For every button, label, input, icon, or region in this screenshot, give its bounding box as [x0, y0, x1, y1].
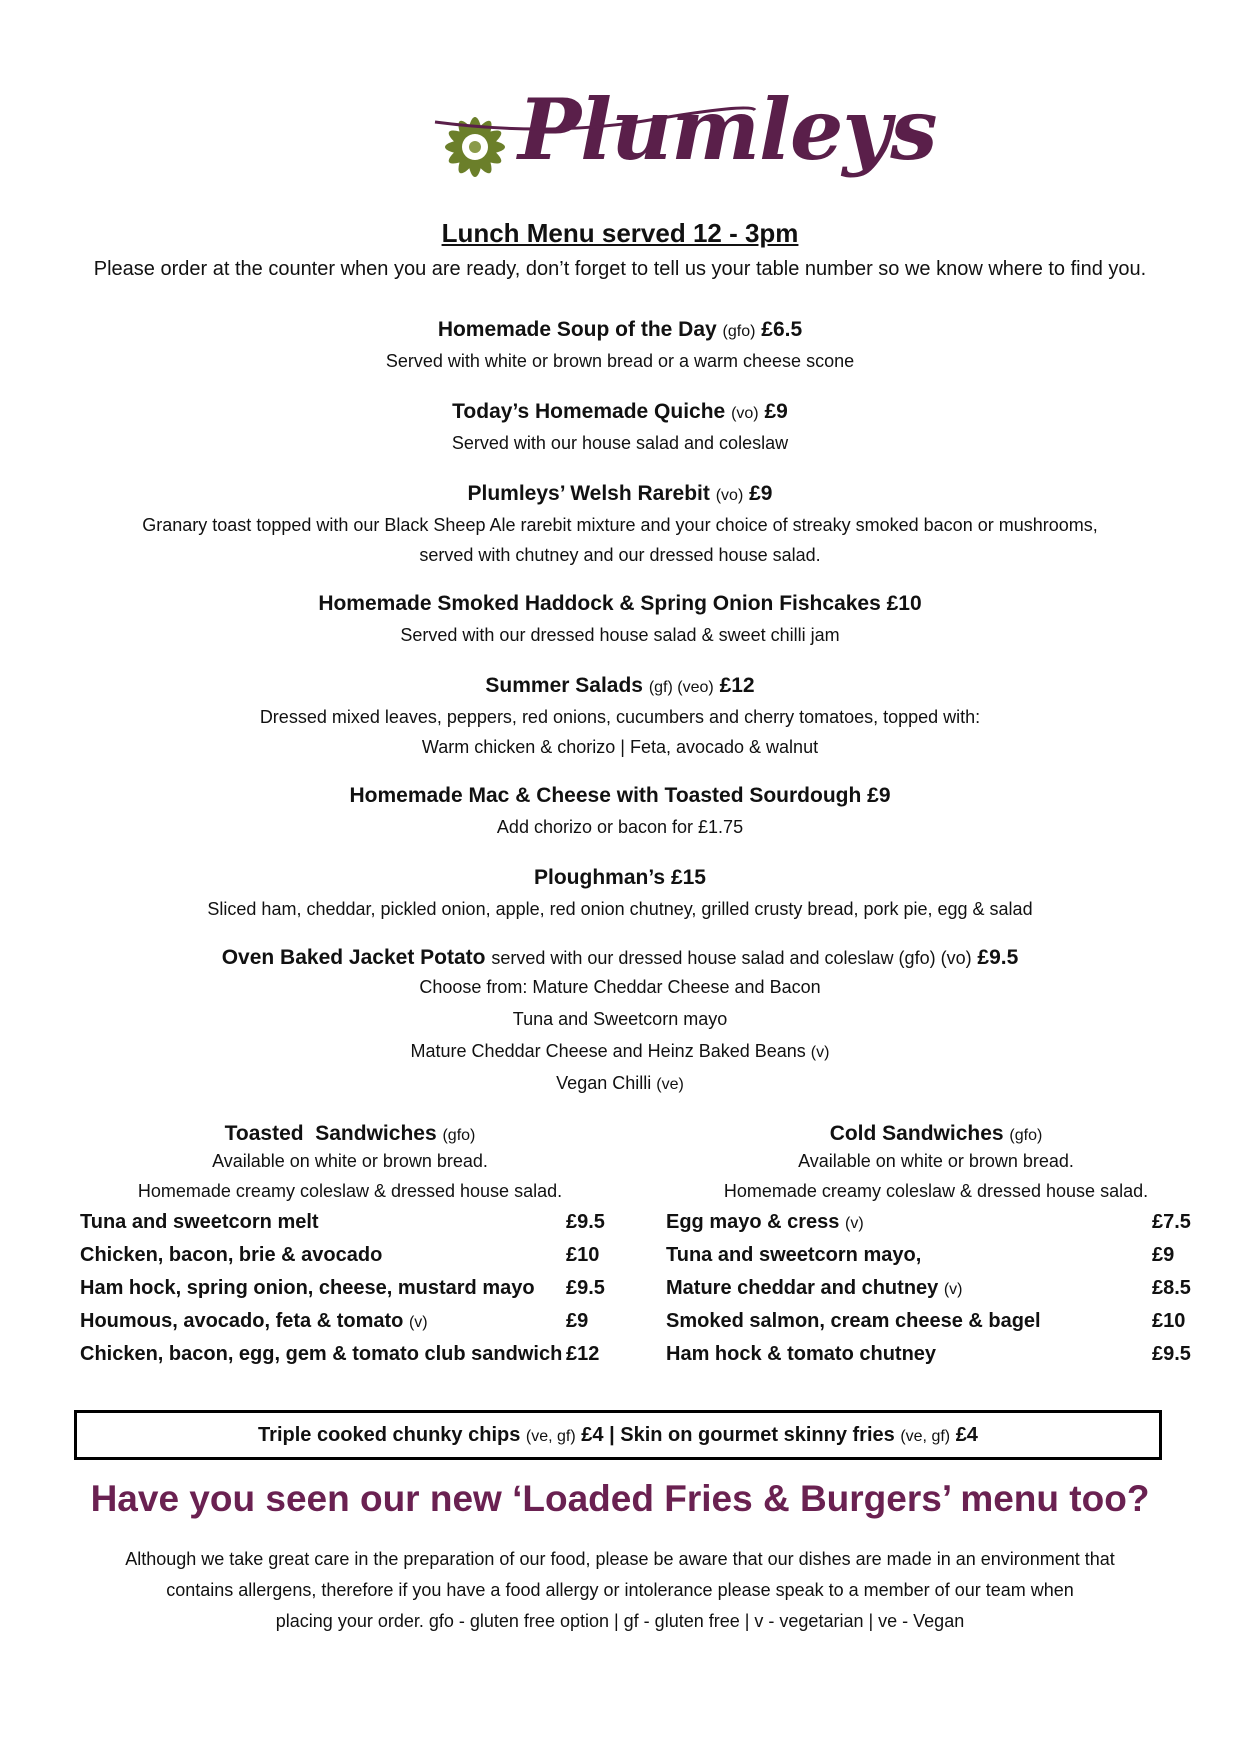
sandwich-name: Houmous, avocado, feta & tomato	[80, 1310, 404, 1332]
sandwich-row: Houmous, avocado, feta & tomato (v) £9	[80, 1305, 620, 1338]
item-tags: (gf) (veo)	[648, 679, 714, 696]
sandwich-name: Tuna and sweetcorn mayo,	[666, 1244, 922, 1266]
cold-title: Cold Sandwiches	[829, 1122, 1004, 1145]
sandwich-name: Smoked salmon, cream cheese & bagel	[666, 1310, 1041, 1332]
item-description: Granary toast topped with our Black Sheep Ale rarebit mixture and your choice of streaky smoked bacon or mushrooms,	[142, 515, 1098, 535]
sandwich-price: £9.5	[1152, 1343, 1191, 1365]
sandwich-name: Tuna and sweetcorn melt	[80, 1211, 319, 1233]
cold-sandwiches: Cold Sandwiches (gfo) Available on white or brown bread. Homemade creamy coleslaw & dressed house salad. Egg mayo & cress (v) £7.5 Tuna and sweetcorn mayo, £9 Mature cheddar and chutney (v) £8.5 Smoked salmon, cream cheese & bagel £10 Ham hock & tomato chutney £9.5	[666, 1122, 1206, 1371]
item-description: Served with white or brown bread or a warm cheese scone	[385, 351, 855, 371]
sandwich-name: Ham hock, spring onion, cheese, mustard mayo	[80, 1277, 535, 1299]
menu-item	[0, 866, 1240, 924]
sandwich-row	[80, 1239, 620, 1272]
sandwich-name: Ham hock & tomato chutney	[666, 1343, 937, 1365]
sandwich-name: Chicken, bacon, egg, gem & tomato club sandwich	[80, 1343, 563, 1365]
sandwich-row	[666, 1239, 1206, 1272]
item-name: Homemade Mac & Cheese with Toasted Sourdough	[349, 784, 862, 807]
item-description: Dressed mixed leaves, peppers, red onions, cucumbers and cherry tomatoes, topped with:	[259, 707, 981, 727]
menu-item	[0, 674, 1240, 762]
sandwich-name: Mature cheddar and chutney	[666, 1277, 939, 1299]
sandwich-row	[80, 1338, 620, 1371]
jacket-potato	[0, 946, 1240, 1100]
jacket-price: £9.5	[977, 946, 1019, 969]
jacket-detail: served with our dressed house salad and coleslaw (gfo) (vo)	[491, 948, 972, 968]
menu-heading: Lunch Menu served 12 - 3pm	[441, 218, 799, 248]
item-tags: (vo)	[715, 487, 744, 504]
sandwich-price: £10	[1152, 1310, 1186, 1332]
menu-item	[0, 400, 1240, 458]
side-fries: Skin on gourmet skinny fries	[620, 1424, 895, 1446]
jacket-option: Tuna and Sweetcorn mayo	[512, 1009, 728, 1029]
cold-note: Homemade creamy coleslaw & dressed house salad.	[723, 1181, 1149, 1201]
jacket-name: Oven Baked Jacket Potato	[221, 946, 486, 969]
sandwich-price: £9	[566, 1310, 589, 1332]
sandwich-price: £9.5	[566, 1211, 605, 1233]
jacket-option: Vegan Chilli (ve)	[556, 1073, 684, 1093]
allergy-notice: Although we take great care in the preparation of our food, please be aware that our dishes are made in an environment that contains allergens, therefore if you have a food allergy or intolerance please speak to a member of our team when placing your order. gfo - gluten free option | gf - gluten free | v - vegetarian | ve - Vegan	[125, 1549, 1115, 1631]
sandwich-name: Egg mayo & cress	[666, 1211, 840, 1233]
sandwich-name: Chicken, bacon, brie & avocado	[80, 1244, 383, 1266]
item-name: Homemade Soup of the Day	[437, 318, 717, 341]
item-price: £9	[764, 400, 788, 423]
menu-item	[0, 592, 1240, 650]
item-description: Add chorizo or bacon for £1.75	[496, 817, 744, 837]
item-name: Summer Salads	[485, 674, 643, 697]
menu-item	[0, 482, 1240, 570]
item-price: £9	[749, 482, 773, 505]
item-price: £6.5	[761, 318, 803, 341]
jacket-option: Mature Cheddar Cheese and Heinz Baked Beans (v)	[410, 1041, 830, 1061]
toasted-note: Available on white or brown bread.	[212, 1151, 488, 1171]
sandwich-row: Mature cheddar and chutney (v) £8.5	[666, 1272, 1206, 1305]
sandwich-price: £9.5	[566, 1277, 605, 1299]
sandwich-row	[666, 1305, 1206, 1338]
toasted-title: Toasted Sandwiches	[224, 1122, 437, 1145]
menu-intro: Please order at the counter when you are ready, don’t forget to tell us your table number so we know where to find you.	[93, 258, 1147, 280]
sides-box: Triple cooked chunky chips (ve, gf) £4 | Skin on gourmet skinny fries (ve, gf) £4	[74, 1410, 1162, 1460]
item-description: served with chutney and our dressed house salad.	[419, 545, 821, 565]
side-chips: Triple cooked chunky chips	[258, 1424, 521, 1446]
item-price: £12	[719, 674, 755, 697]
toasted-note: Homemade creamy coleslaw & dressed house salad.	[137, 1181, 563, 1201]
sandwich-price: £12	[566, 1343, 600, 1365]
logo-swoosh	[430, 102, 760, 132]
item-price: £10	[886, 592, 922, 615]
sandwich-price: £7.5	[1152, 1211, 1191, 1233]
item-price: £15	[670, 866, 706, 889]
sandwich-row: Egg mayo & cress (v) £7.5	[666, 1206, 1206, 1239]
cold-note: Available on white or brown bread.	[798, 1151, 1074, 1171]
item-price: £9	[867, 784, 891, 807]
sandwich-price: £10	[566, 1244, 600, 1266]
sandwich-row	[666, 1338, 1206, 1371]
item-description: Served with our dressed house salad & sweet chilli jam	[400, 625, 840, 645]
item-tags: (gfo)	[722, 323, 756, 340]
promo-banner: Have you seen our new ‘Loaded Fries & Burgers’ menu too?	[90, 1478, 1150, 1519]
item-name: Homemade Smoked Haddock & Spring Onion Fishcakes	[318, 592, 881, 615]
menu-item	[0, 784, 1240, 842]
sandwich-price: £8.5	[1152, 1277, 1191, 1299]
item-description: Warm chicken & chorizo | Feta, avocado & walnut	[421, 737, 819, 757]
item-name: Ploughman’s	[534, 866, 666, 889]
brand-logo	[430, 80, 937, 198]
sandwich-row	[80, 1272, 620, 1305]
toasted-sandwiches: Toasted Sandwiches (gfo) Available on white or brown bread. Homemade creamy coleslaw & dressed house salad. Tuna and sweetcorn melt £9.5 Chicken, bacon, brie & avocado £10 Ham hock, spring onion, cheese, mustard mayo £9.5 Houmous, avocado, feta & tomato (v) £9 Chicken, bacon, egg, gem & tomato club sandwich £12	[80, 1122, 620, 1371]
sandwich-row	[80, 1206, 620, 1239]
item-description: Sliced ham, cheddar, pickled onion, apple, red onion chutney, grilled crusty bread, pork pie, egg & salad	[207, 899, 1033, 919]
jacket-option: Choose from: Mature Cheddar Cheese and Bacon	[419, 977, 821, 997]
menu-item	[0, 318, 1240, 376]
item-description: Served with our house salad and coleslaw	[451, 433, 789, 453]
sandwich-price: £9	[1152, 1244, 1175, 1266]
item-name: Today’s Homemade Quiche	[452, 400, 726, 423]
brand-name: Plumleys	[518, 80, 937, 179]
item-tags: (vo)	[731, 405, 759, 422]
item-name: Plumleys’ Welsh Rarebit	[467, 482, 710, 505]
